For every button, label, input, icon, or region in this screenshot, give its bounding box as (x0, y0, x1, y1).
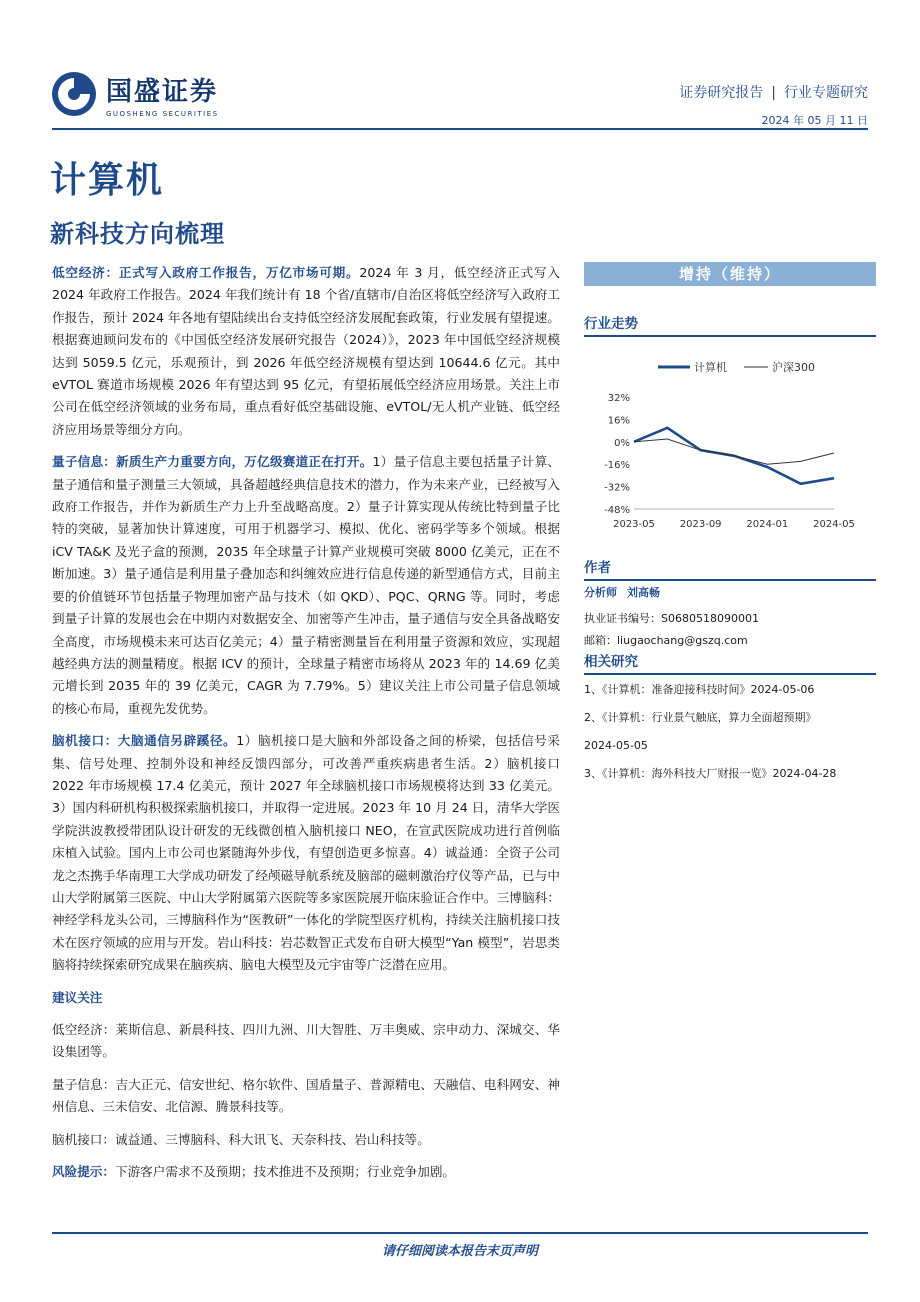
related-list (584, 678, 876, 790)
y-tick-label: -32% (604, 482, 630, 494)
report-subtype: 行业专题研究 (784, 85, 868, 101)
x-tick-label: 2024-05 (813, 519, 855, 530)
x-tick-label: 2023-09 (679, 519, 722, 530)
risk-heading: 风险提示： (52, 1164, 115, 1180)
series-line-hs300 (634, 439, 834, 464)
logo-english: GUOSHENG SECURITIES (106, 109, 219, 118)
recommend-heading: 建议关注 (52, 989, 103, 1005)
legend-label-computer: 计算机 (694, 361, 727, 374)
guosheng-logo-icon (50, 70, 98, 118)
header-divider (52, 128, 868, 130)
analyst-label: 分析师 (584, 586, 617, 599)
analyst-email: 邮箱：liugaochang@gszq.com (584, 634, 748, 647)
report-title: 新科技方向梳理 (50, 220, 225, 248)
author-heading: 作者 (584, 556, 876, 581)
rating-badge: 增持（维持） (584, 262, 876, 286)
paragraph-bci (52, 730, 560, 976)
y-tick-label: 0% (614, 437, 630, 449)
x-tick-label: 2023-05 (613, 519, 655, 530)
recommend-low-altitude: 低空经济：莱斯信息、新晨科技、四川九洲、川大智胜、万丰奥威、宗申动力、深城交、华设集团等。 (52, 1022, 560, 1060)
paragraph-quantum (52, 451, 560, 720)
recommend-quantum: 量子信息：吉大正元、信安世纪、格尔软件、国盾量子、普源精电、天融信、电科网安、神州信息、三未信安、北信源、腾景科技等。 (52, 1076, 560, 1115)
related-heading: 相关研究 (584, 650, 876, 675)
paragraph-low-altitude (52, 262, 560, 441)
analyst-name: 刘高畅 (627, 586, 660, 599)
related-item[interactable]: 2、《计算机：行业景气触底，算力全面超预期》 (584, 711, 817, 724)
y-tick-label: 16% (607, 415, 630, 427)
risk-text: 下游客户需求不及预期；技术推进不及预期；行业竞争加剧。 (114, 1164, 455, 1180)
paragraph-text: 1）脑机接口是大脑和外部设备之间的桥梁，包括信号采集、信号处理、控制外设和神经反馈四部分，可改善严重疾病患者生活。2）脑机接口 2022 年市场规模 17.4 亿美元，预计 2027 年全球脑机接口市场规模将达到 33 亿美元。3）国内科研机构积极探索脑机接口，并取得一定进展。2023 年 10 月 24 日，清华大学医学院洪波教授带团队设计研发的无线微创植入脑机接口 NEO，在宣武医院成功进行首例临床植入试验。国内上市公司也紧随海外步伐，有望创造更多惊喜。4）诚益通：全资子公司龙之杰携手华南理工大学成功研发了经颅磁导航系统及脑部的磁刺激治疗仪等产品，已与中山大学附属第三医院、中山大学附属第六医院等多家医院展开临床验证合作中。三博脑科：神经学科龙头公司，三博脑科作为“医教研”一体化的学院型医疗机构，持续关注脑机接口技术在医疗领域的应用与开发。岩山科技：岩芯数智正式发布自研大模型“Yan 模型”，岩思类脑将持续探索研究成果在脑疾病、脑电大模型及元宇宙等广泛潜在应用。 (52, 733, 561, 973)
paragraph-heading: 脑机接口：大脑通信另辟蹊径。 (52, 733, 237, 749)
related-item[interactable]: 1、《计算机：准备迎接科技时间》2024-05-06 (584, 683, 815, 696)
related-item: 2024-05-05 (584, 739, 648, 752)
report-date: 2024 年 05 月 11 日 (761, 114, 868, 127)
paragraph-heading: 量子信息：新质生产力重要方向，万亿级赛道正在打开。 (52, 454, 373, 470)
header-separator: | (771, 85, 776, 101)
legend-label-hs300: 沪深300 (772, 361, 815, 374)
y-tick-label: -16% (604, 460, 630, 472)
company-logo (50, 70, 219, 118)
report-type: 证券研究报告 (679, 85, 764, 101)
related-item[interactable]: 3、《计算机：海外科技大厂财报一览》2024-04-28 (584, 767, 837, 780)
main-body (52, 262, 560, 1193)
y-tick-label: 32% (607, 393, 630, 404)
sidebar (584, 262, 876, 780)
cert-number: 执业证书编号：S0680518090001 (584, 612, 759, 625)
industry-title: 计算机 (50, 160, 165, 201)
x-tick-label: 2024-01 (746, 519, 789, 530)
paragraph-text: 1）量子信息主要包括量子计算、量子通信和量子测量三大领域，具备超越经典信息技术的潜力，作为未来产业，已经被写入政府工作报告，并作为新质生产力上升至战略高度。2）量子计算实现从传统比特到量子比特的突破，显著加快计算速度，可用于机器学习、模拟、优化、密码学等多个领域。根据 iCV TA&K 及光子盒的预测，2035 年全球量子计算产业规模可突破 8000 亿美元，正在不断加速。3）量子通信是利用量子叠加态和纠缠效应进行信息传递的新型通信方式，目前主要的价值链环节包括量子物理加密产品与技术（如 QKD）、PQC、QRNG 等。同时，考虑到量子计算的发展也会在中期内对数据安全、加密等产生冲击，量子通信与安全具备战略安全高度，市场规模未来可达百亿美元；4）量子精密测量旨在利用量子资源和效应，实现超越经典方法的测量精度。根据 ICV 的预计，全球量子精密市场将从 2023 年的 14.69 亿美元增长到 2035 年的 39 亿美元，CAGR 为 7.79%。5）建议关注上市公司量子信息领域的核心布局，重视先发优势。 (52, 454, 561, 716)
paragraph-text: 2024 年 3 月，低空经济正式写入 2024 年政府工作报告。2024 年我们统计有 18 个省/直辖市/自治区将低空经济写入政府工作报告，预计 2024 年各地有望陆续出台支持低空经济发展配套政策，行业发展有望提速。根据赛迪顾问发布的《中国低空经济发展研究报告（2024）》，2023 年中国低空经济规模达到 5059.5 亿元，乐观预计，到 2026 年低空经济规模有望达到 10644.6 亿元。其中 eVTOL 赛道市场规模 2026 年有望达到 95 亿元，有望拓展低空经济应用场景。关注上市公司在低空经济领域的业务布局，重点看好低空基础设施、eVTOL/无人机产业链、低空经济应用场景等细分方向。 (52, 265, 561, 437)
risk-note (52, 1161, 560, 1183)
paragraph-heading: 低空经济：正式写入政府工作报告，万亿市场可期。 (52, 265, 360, 280)
author-info (584, 584, 876, 654)
y-tick-label: -48% (604, 505, 630, 516)
report-meta (679, 82, 868, 128)
trend-heading: 行业走势 (584, 312, 876, 337)
footer-disclaimer: 请仔细阅读本报告末页声明 (52, 1232, 868, 1259)
trend-chart (584, 343, 876, 543)
recommend-bci: 脑机接口：诚益通、三博脑科、科大讯飞、天奈科技、岩山科技等。 (52, 1131, 430, 1147)
logo-name: 国盛证券 (106, 76, 219, 107)
